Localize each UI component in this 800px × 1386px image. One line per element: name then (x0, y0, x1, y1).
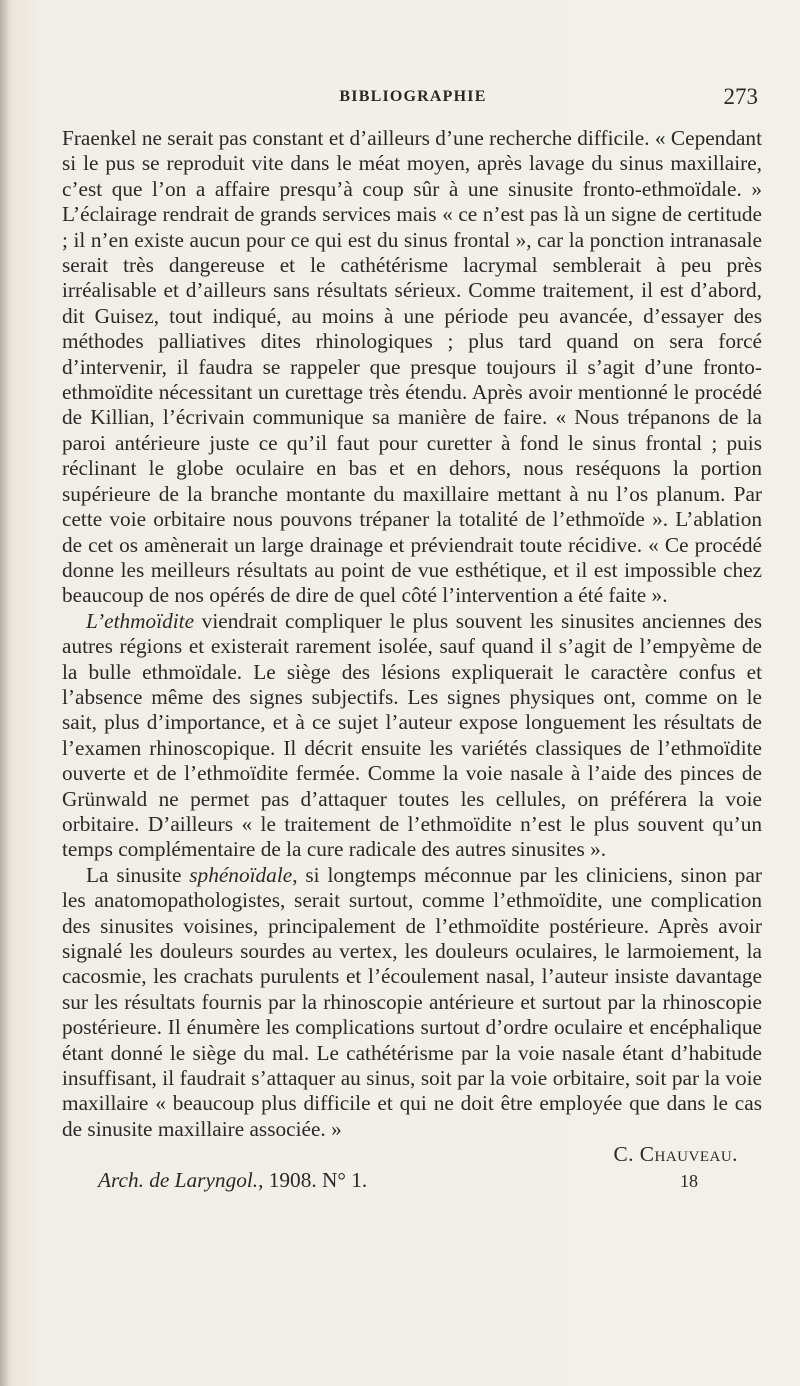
paragraph-sphenoidal-sinusitis (62, 863, 762, 1142)
source-citation (62, 1168, 367, 1193)
author-signature: C. Chauveau. (613, 1142, 738, 1167)
body-text (62, 126, 762, 1194)
page-header (62, 82, 764, 110)
paragraph-sphenoidal-text: , si longtemps méconnue par les cliniciens, sinon par les anatomopathologistes, serait surtout, comme l’ethmoïdite, une complication des sinusites voisines, principalement de l’ethmoïdite postérieure. Après avoir signalé les douleurs sourdes au vertex, les douleurs oculaires, le larmoiement, la cacosmie, les crachats purulents et l’écoulement nasal, l’auteur insiste davantage sur les résultats fournis par la rhinoscopie antérieure et surtout par la rhinoscopie postérieure. Il énumère les complications surtout d’ordre oculaire et encéphalique étant donné le siège du mal. Le cathétérisme par la voie nasale étant d’habitude insuffisant, il faudrait s’attaquer au sinus, soit par la voie orbitaire, soit par la voie maxillaire « beaucoup plus difficile et qui ne doit être employée que dans le cas de sinusite maxillaire associée. » (62, 862, 762, 1141)
citation-line (62, 1168, 762, 1194)
signature-mark: 18 (680, 1170, 698, 1191)
running-head: BIBLIOGRAPHIE (339, 88, 487, 105)
journal-name: Arch. de Laryngol. (98, 1167, 259, 1192)
page-edge-shadow (0, 0, 10, 1386)
page-number: 273 (723, 84, 758, 109)
paragraph-frontal-sinusitis: Fraenkel ne serait pas constant et d’ailleurs d’une recherche difficile. « Cependant si le pus se reproduit vite dans le méat moyen, après lavage du sinus maxillaire, c’est que l’on a affaire presqu’à coup sûr à une sinusite fronto-ethmoïdale. » L’éclairage rendrait de grands services mais « ce n’est pas là un signe de certitude ; il n’en existe aucun pour ce qui est du sinus frontal », car la ponction intranasale serait très dangereuse et le cathétérisme lacrymal semblerait à peu près irréalisable et d’ailleurs sans résultats sérieux. Comme traitement, il est d’abord, dit Guisez, tout indiqué, au moins à une période peu avancée, d’essayer des méthodes palliatives dites rhinologiques ; plus tard quand on sera forcé d’intervenir, il faudra se rappeler que presque toujours il s’agit d’une fronto-ethmoïdite nécessitant un curettage très étendu. Après avoir mentionné le procédé de Killian, l’écrivain communique sa manière de faire. « Nous trépanons de la paroi antérieure juste ce qu’il faut pour curetter à fond le sinus frontal ; puis réclinant le globe oculaire en bas et en dehors, nous reséquons la portion supérieure de la branche montante du maxillaire mettant à nu l’os planum. Par cette voie orbitaire nous pouvons trépaner la totalité de l’ethmoïde ». L’ablation de cet os amènerait un large drainage et préviendrait toute récidive. « Ce procédé donne les meilleurs résultats au point de vue esthétique, et il est impossible chez beaucoup de nos opérés de dire de quel côté l’intervention a été faite ». (62, 126, 762, 608)
paragraph-ethmoiditis (62, 609, 762, 863)
term-sphenoidale: sphénoïdale (189, 862, 293, 887)
signature-line (62, 1142, 762, 1167)
paragraph-sphenoidal-lead: La sinusite (86, 862, 190, 887)
paragraph-ethmoiditis-text: viendrait compliquer le plus souvent les sinusites anciennes des autres régions et existerait rarement isolée, sauf quand il s’agit de l’empyème de la bulle ethmoïdale. Le siège des lésions expliquerait le caractère confus et l’absence même des signes subjectifs. Les signes physiques ont, comme on le sait, plus d’importance, et à ce sujet l’auteur expose longuement les résultats de l’examen rhinoscopique. Il décrit ensuite les variétés classiques de l’ethmoïdite ouverte et de l’ethmoïdite fermée. Comme la voie nasale à l’aide des pinces de Grünwald ne permet pas d’attaquer toutes les cellules, on préférera la voie orbitaire. D’ailleurs « le traitement de l’ethmoïdite n’est le plus souvent qu’un temps complémentaire de la cure radicale des autres sinusites ». (62, 608, 762, 862)
citation-details: , 1908. N° 1. (258, 1167, 368, 1192)
term-ethmoidite: L’ethmoïdite (86, 608, 195, 633)
